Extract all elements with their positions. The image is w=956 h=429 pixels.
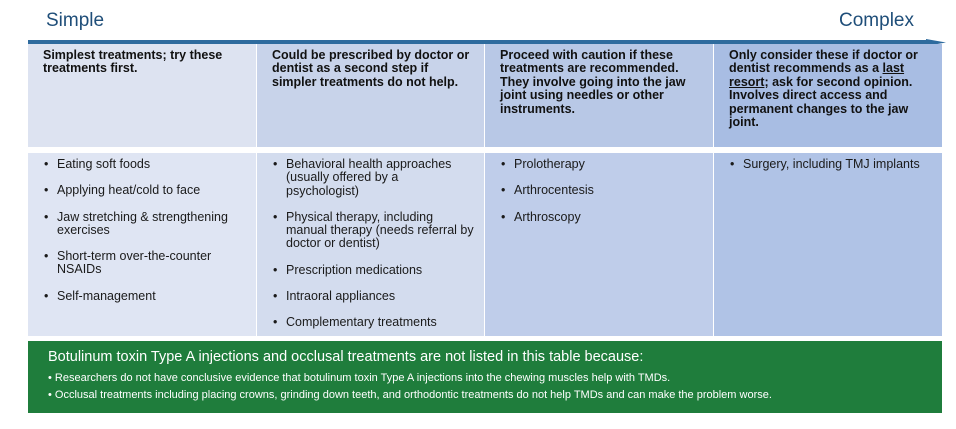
footer-title: Botulinum toxin Type A injections and occlusal treatments are not listed in this table because: <box>48 349 644 365</box>
treatment-item: • Behavioral health approaches (usually offered by a psychologist) <box>272 158 474 198</box>
column-simplest <box>28 44 256 336</box>
footer-note: • Occlusal treatments including placing crowns, grinding down teeth, and orthodontic treatments do not help TMDs and can make the problem worse. <box>48 389 772 401</box>
treatment-item: • Jaw stretching & strengthening exercises <box>43 211 246 238</box>
treatment-item: • Complementary treatments <box>272 316 474 329</box>
complex-label: Complex <box>839 10 914 31</box>
footer-note: • Researchers do not have conclusive evidence that botulinum toxin Type A injections into the chewing muscles help with TMDs. <box>48 372 671 384</box>
treatment-list <box>729 158 932 171</box>
column-header <box>257 44 484 147</box>
column-second-step <box>257 44 484 336</box>
treatment-item: • Surgery, including TMJ implants <box>729 158 932 171</box>
column-header <box>485 44 713 147</box>
header-text: Simplest treatments; try these treatments first. <box>43 48 223 76</box>
simple-label: Simple <box>46 10 105 31</box>
treatment-list <box>500 158 703 224</box>
column-body <box>485 153 713 336</box>
treatment-item: • Intraoral appliances <box>272 290 474 303</box>
column-body <box>714 153 942 336</box>
treatment-item: • Prescription medications <box>272 264 474 277</box>
treatment-list <box>272 158 474 330</box>
header-text: Proceed with caution if these treatments are recommended. They involve going into the jaw joint using needles or other instruments. <box>500 48 686 116</box>
treatment-list <box>43 158 246 303</box>
header-text: Could be prescribed by doctor or dentist as a second step if simpler treatments do not help. <box>272 48 470 89</box>
column-header <box>28 44 256 147</box>
treatment-item: • Applying heat/cold to face <box>43 184 246 197</box>
column-header <box>714 44 942 147</box>
column-last-resort <box>714 44 942 336</box>
treatment-item: • Prolotherapy <box>500 158 703 171</box>
column-body <box>28 153 256 336</box>
header-text: ; ask for second opinion. Involves direct access and permanent changes to the jaw joint. <box>729 74 913 130</box>
treatment-item: • Self-management <box>43 290 246 303</box>
treatment-item: • Physical therapy, including manual therapy (needs referral by doctor or dentist) <box>272 211 474 251</box>
treatment-table <box>28 44 942 336</box>
excluded-treatments-box <box>28 341 942 413</box>
treatment-item: • Short-term over-the-counter NSAIDs <box>43 250 246 277</box>
column-caution <box>485 44 713 336</box>
header-text: Only consider these if doctor or dentist recommends as a <box>729 48 918 76</box>
column-body <box>257 153 484 336</box>
treatment-item: • Arthroscopy <box>500 211 703 224</box>
treatment-item: • Arthrocentesis <box>500 184 703 197</box>
treatment-item: • Eating soft foods <box>43 158 246 171</box>
header-emphasis: last resort <box>729 61 905 89</box>
